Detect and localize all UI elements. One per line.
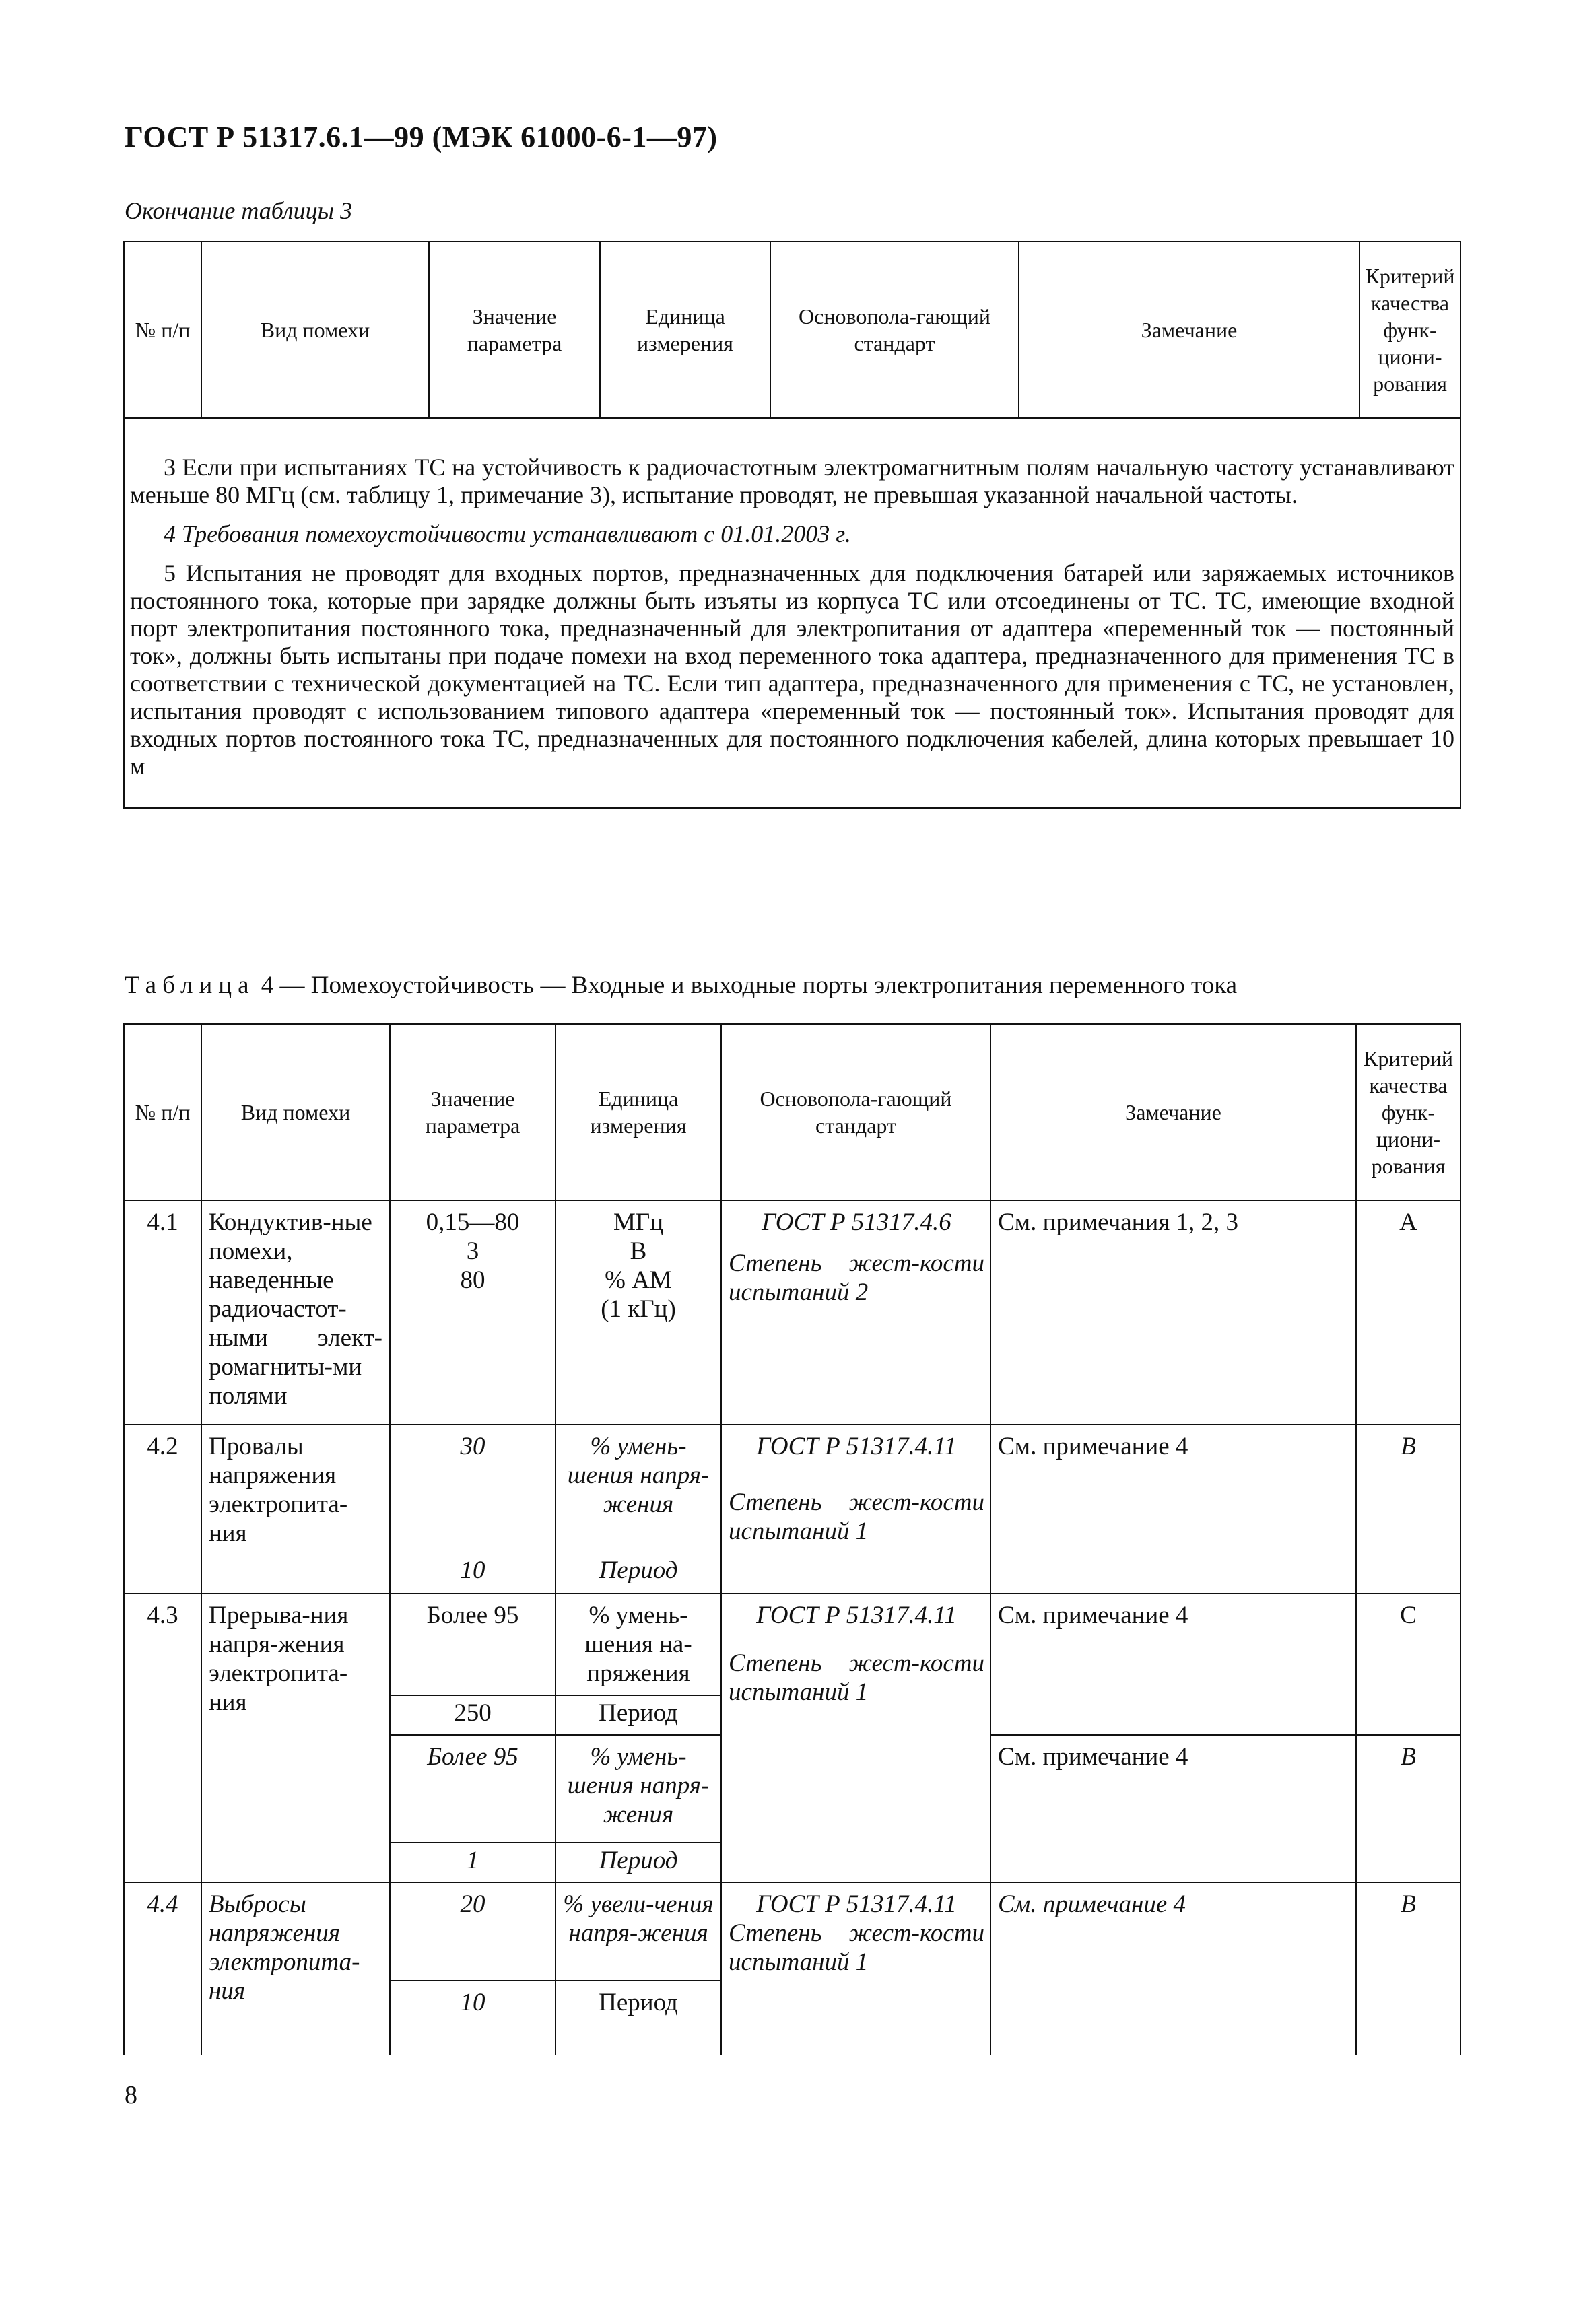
remark: См. примечания 1, 2, 3 [990,1200,1356,1425]
col-header-remark: Замечание [1019,242,1359,418]
units [556,1200,721,1425]
table-3 [123,241,1461,809]
table4-caption-label: Таблица [125,971,255,999]
unit: МГц [613,1208,664,1236]
disturbance-type: Провалы напряжения электропита-ния [201,1425,390,1594]
parameter-value: Более 95 [390,1735,556,1843]
standard-cell [721,1200,990,1425]
unit: % умень-шения на-пряжения [556,1594,721,1695]
parameter-value: 10 [390,1554,556,1594]
disturbance-type: Прерыва-ния напря-жения электропита-ния [201,1594,390,1882]
value: 3 [466,1237,479,1265]
criterion: В [1356,1425,1460,1594]
col-header-unit: Единица измерения [600,242,770,418]
table3-header-row [124,242,1460,418]
severity-level: Степень жест-кости испытаний 1 [729,1919,984,1976]
remark: См. примечание 4 [990,1425,1356,1594]
standard-name: ГОСТ Р 51317.4.11 [756,1890,957,1918]
document-header: ГОСТ Р 51317.6.1—99 (МЭК 61000-6-1—97) [125,121,718,153]
table-row [124,1594,1460,1695]
unit: (1 кГц) [601,1295,676,1323]
unit: % АМ [605,1266,672,1294]
disturbance-type: Кондуктив-ные помехи, наведенные радиочастот-ными элект-ромагниты-ми полями [201,1200,390,1425]
severity-level: Степень жест-кости испытаний 1 [729,1649,984,1706]
table3-continuation-label: Окончание таблицы 3 [125,197,353,224]
unit: В [630,1237,647,1265]
col-header-number: № п/п [124,1024,201,1200]
parameter-values [390,1200,556,1425]
note-3: 3 Если при испытаниях ТС на устойчивость к радиочастотным электромагнитным полям начальную частоту устанавливают меньше 80 МГц (см. таблицу 1, примечание 3), испытание проводят, не превышая указанной начальной частоты. [130,454,1454,508]
unit: % умень-шения напря-жения [556,1735,721,1843]
parameter-value: 30 [390,1425,556,1554]
row-number: 4.4 [124,1882,201,2055]
parameter-value: 20 [390,1882,556,1981]
severity-level: Степень жест-кости испытаний 2 [729,1250,984,1306]
standard-name: ГОСТ Р 51317.4.11 [756,1433,957,1460]
criterion: А [1356,1200,1460,1425]
col-header-disturbance: Вид помехи [201,242,429,418]
col-header-remark: Замечание [990,1024,1356,1200]
standard-name: ГОСТ Р 51317.4.6 [762,1208,951,1236]
table3-notes [124,418,1460,808]
col-header-unit: Единица измерения [556,1024,721,1200]
table-row [124,1200,1460,1425]
unit: Период [556,1554,721,1594]
table-row [124,1425,1460,1554]
row-number: 4.2 [124,1425,201,1594]
col-header-value: Значение параметра [390,1024,556,1200]
col-header-criterion: Критерий качества функ-циони-рования [1359,242,1460,418]
note-4: 4 Требования помехоустойчивости устанавливают с 01.01.2003 г. [164,520,851,547]
parameter-value: 1 [390,1843,556,1882]
remark: См. примечание 4 [990,1882,1356,2055]
standard-name: ГОСТ Р 51317.4.11 [756,1602,957,1629]
unit: % умень-шения напря-жения [556,1425,721,1554]
row-number: 4.3 [124,1594,201,1882]
table3-notes-row [124,418,1460,808]
standard-cell [721,1882,990,2055]
criterion: В [1356,1735,1460,1882]
col-header-criterion: Критерий качества функ-циони-рования [1356,1024,1460,1200]
criterion: С [1356,1594,1460,1735]
col-header-disturbance: Вид помехи [201,1024,390,1200]
table4-caption [125,971,1237,1000]
parameter-value: 250 [390,1695,556,1735]
standard-cell [721,1425,990,1594]
col-header-standard: Основопола-гающий стандарт [721,1024,990,1200]
table-row [124,1882,1460,1981]
unit: % увели-чения напря-жения [556,1882,721,1981]
col-header-standard: Основопола-гающий стандарт [770,242,1019,418]
parameter-value: 10 [390,1981,556,2055]
parameter-value: Более 95 [390,1594,556,1695]
page-number: 8 [125,2081,137,2109]
unit: Период [556,1695,721,1735]
severity-level: Степень жест-кости испытаний 1 [729,1489,984,1545]
standard-cell [721,1594,990,1882]
table4-caption-text: 4 — Помехоустойчивость — Входные и выходные порты электропитания переменного тока [255,971,1238,999]
unit: Период [556,1843,721,1882]
remark: См. примечание 4 [990,1735,1356,1882]
note-5: 5 Испытания не проводят для входных портов, предназначенных для подключения батарей или заряжаемых источников постоянного тока, которые при зарядке должны быть изъяты из корпуса ТС или отсоединены от ТС. ТС, имеющие входной порт электропитания постоянного тока, предназначенный для электропитания от адаптера «переменный ток — постоянный ток», должны быть испытаны при подаче помехи на вход переменного тока адаптера, предназначенного для применения ТС в соответствии с технической документацией на ТС. Если тип адаптера, предназначенного для применения с ТС, не установлен, испытания проводят с использованием типового адаптера «переменный ток — постоянный ток». Испытания проводят для входных портов постоянного тока ТС, предназначенных для постоянного подключения кабелей, длина которых превышает 10 м [130,559,1454,780]
remark: См. примечание 4 [990,1594,1356,1735]
value: 80 [460,1266,485,1294]
value: 0,15—80 [426,1208,520,1236]
table4-header-row [124,1024,1460,1200]
col-header-number: № п/п [124,242,201,418]
criterion: В [1356,1882,1460,2055]
disturbance-type: Выбросы напряжения электропита-ния [201,1882,390,2055]
col-header-value: Значение параметра [429,242,600,418]
row-number: 4.1 [124,1200,201,1425]
table-4 [123,1023,1461,2055]
unit: Период [556,1981,721,2055]
